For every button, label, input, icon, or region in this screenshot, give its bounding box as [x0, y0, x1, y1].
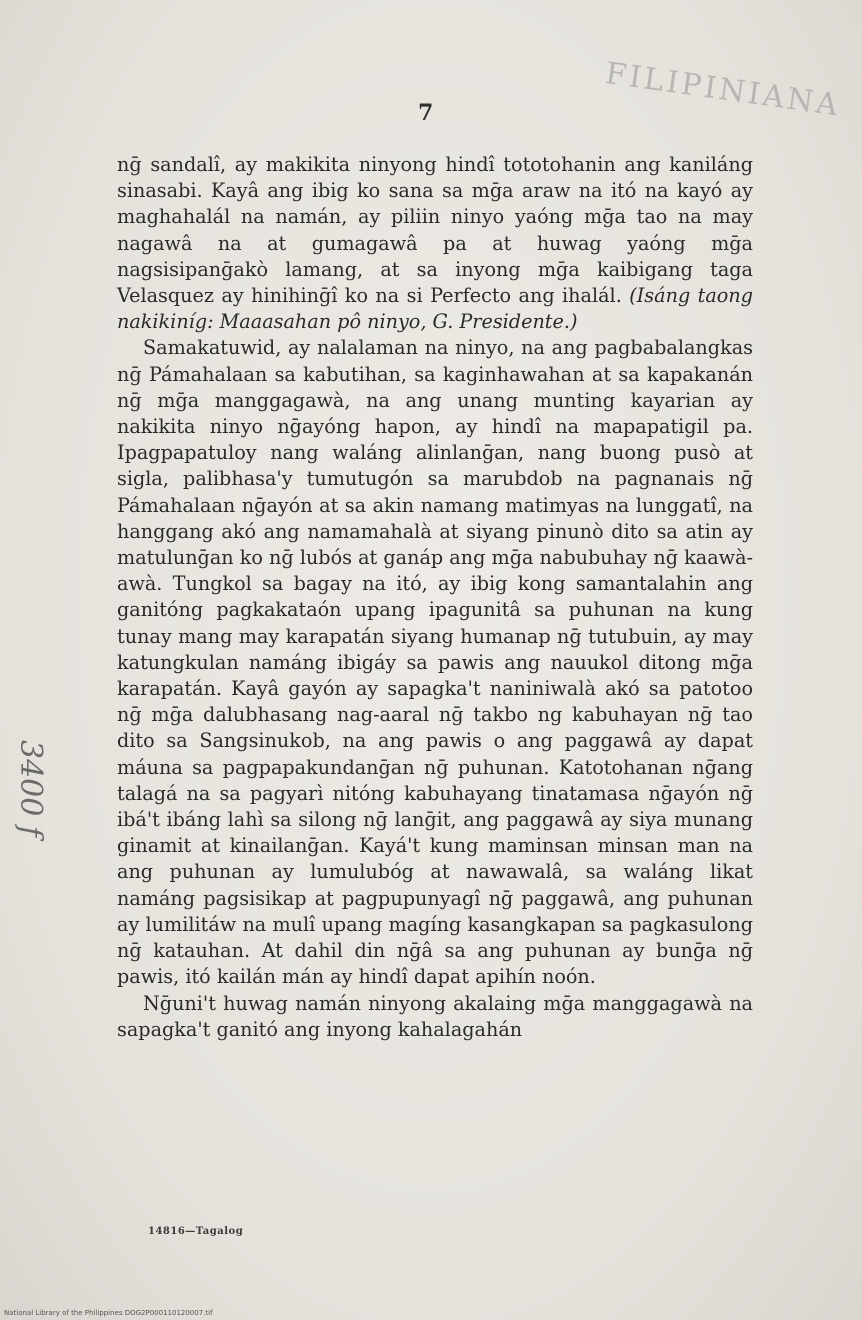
scan-credit: National Library of the Philippines DOG2P000110120007.tif: [4, 1309, 213, 1317]
body-text: [117, 152, 753, 1043]
page-number: 7: [418, 100, 434, 126]
printer-code: 14816—Tagalog: [148, 1226, 244, 1237]
paragraph-1-aside: (Isáng taong nakikiníg: Maaasahan pô ninyo, G. Presidente.): [117, 284, 753, 334]
paragraph-3: Nḡuni't huwag namán ninyong akalaing mḡa manggagawà na sapagka't ganitó ang inyong kahalagahán: [117, 991, 753, 1041]
library-stamp: FILIPINIANA: [603, 56, 843, 124]
handwritten-note: 3400 f: [13, 740, 48, 837]
paragraph-2: Samakatuwid, ay nalalaman na ninyo, na ang pagbabalangkas nḡ Pámahalaan sa kabutihan, sa kaginhawahan at sa kapakanán nḡ mḡa manggagawà, na ang unang munting kayarian ay nakikita ninyo nḡayóng hapon, ay hindî na mapapatigil pa. Ipagpapatuloy nang waláng alinlanḡan, nang buong pusò at sigla, palibhasa'y tumutugón sa marubdob na pagnanais nḡ Pámahalaan nḡayón at sa akin namang matimyas na lunggatî, na hanggang akó ang namamahalà at siyang pinunò dito sa atin ay matulunḡan ko nḡ lubós at ganáp ang mḡa nabubuhay nḡ kaawà-awà. Tungkol sa bagay na itó, ay ibig kong samantalahin ang ganitóng pagkakataón upang ipagunitâ sa puhunan na kung tunay mang may karapatán siyang humanap nḡ tutubuin, ay may katungkulan namáng ibigáy sa pawis ang nauukol ditong mḡa karapatán. Kayâ gayón ay sapagka't naniniwalà akó sa patotoo nḡ mḡa dalubhasang nag-aaral nḡ takbo ng kabuhayan nḡ tao dito sa Sangsinukob, na ang pawis o ang paggawâ ay dapat máuna sa pagpapakundanḡan nḡ puhunan. Katotohanan nḡang talagá na sa pagyarì nitóng kabuhayang tinatamasa nḡayón nḡ ibá't ibáng lahì sa silong nḡ lanḡit, ang paggawâ ay siya munang ginamit at kinailanḡan. Kayá't kung maminsan minsan man na ang puhunan ay lumulubóg at nawawalâ, sa waláng likat namáng pagsisikap at pagpupunyagî nḡ paggawâ, ang puhunan ay lumilitáw na mulî upang magíng kasangkapan sa pagkasulong nḡ katauhan. At dahil din nḡâ sa ang puhunan ay bunḡa nḡ pawis, itó kailán mán ay hindî dapat apihín noón.: [117, 336, 753, 989]
paragraph-1-text: nḡ sandalî, ay makikita ninyong hindî tototohanin ang kaniláng sinasabi. Kayâ ang ibig ko sana sa mḡa araw na itó na kayó ay maghahalál na namán, ay piliin ninyo yaóng mḡa tao na may nagawâ na at gumagawâ pa at huwag yaóng mḡa nagsisipanḡakò lamang, at sa inyong mḡa kaibigang taga Velasquez ay hinihinḡî ko na si Perfecto ang ihalál.: [117, 153, 753, 308]
paragraph-1: [117, 152, 753, 335]
